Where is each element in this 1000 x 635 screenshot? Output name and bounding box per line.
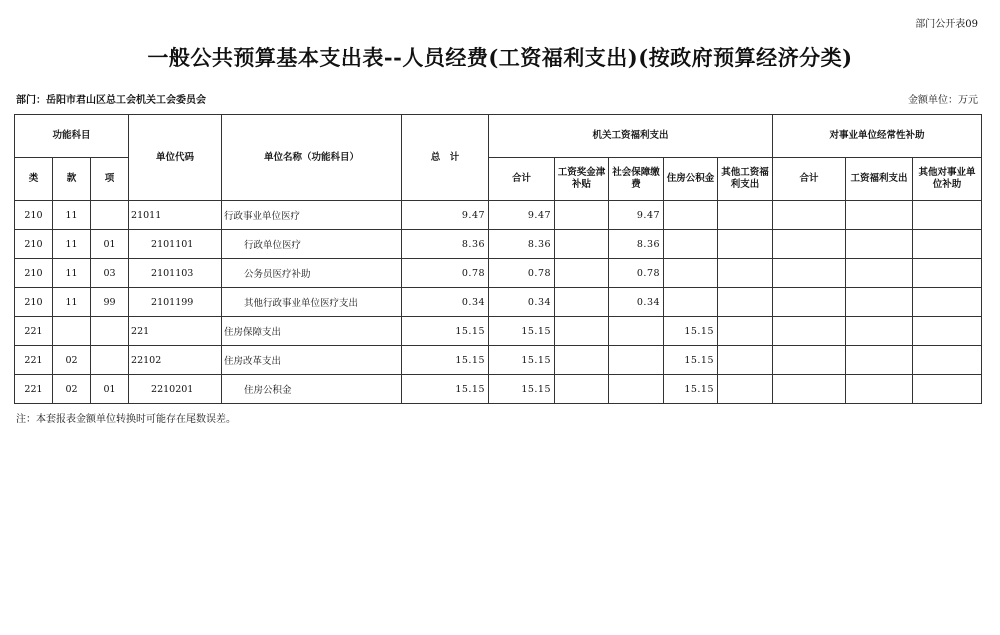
header-lei: 类 <box>15 158 53 201</box>
cell-name: 其他行政事业单位医疗支出 <box>222 288 402 317</box>
cell-lei: 221 <box>15 346 53 375</box>
cell-kuan <box>53 317 91 346</box>
cell-o-wage <box>555 346 609 375</box>
cell-o-housing: 15.15 <box>664 375 718 404</box>
amount-unit-label: 金额单位：万元 <box>908 95 978 106</box>
cell-o-social: 0.78 <box>609 259 664 288</box>
cell-o-total: 8.36 <box>489 230 555 259</box>
header-inst-wage: 工资福利支出 <box>846 158 913 201</box>
cell-i-wage <box>846 288 913 317</box>
cell-o-wage <box>555 230 609 259</box>
cell-kuan: 11 <box>53 230 91 259</box>
cell-i-other <box>913 259 982 288</box>
header-org-social: 社会保障缴费 <box>609 158 664 201</box>
cell-code: 2101101 <box>129 230 222 259</box>
cell-o-social <box>609 317 664 346</box>
header-unit-code: 单位代码 <box>129 115 222 201</box>
cell-o-other <box>718 375 773 404</box>
cell-name: 行政事业单位医疗 <box>222 201 402 230</box>
table-row <box>15 375 982 404</box>
cell-o-social: 9.47 <box>609 201 664 230</box>
header-inst-total: 合计 <box>773 158 846 201</box>
cell-o-wage <box>555 201 609 230</box>
cell-o-housing <box>664 259 718 288</box>
cell-o-housing <box>664 201 718 230</box>
header-org-total: 合计 <box>489 158 555 201</box>
cell-o-other <box>718 346 773 375</box>
cell-total: 15.15 <box>402 375 489 404</box>
header-unit-name: 单位名称（功能科目） <box>222 115 402 201</box>
cell-i-total <box>773 230 846 259</box>
cell-kuan: 11 <box>53 201 91 230</box>
table-row <box>15 346 982 375</box>
cell-name: 住房改革支出 <box>222 346 402 375</box>
cell-o-social: 0.34 <box>609 288 664 317</box>
cell-o-housing: 15.15 <box>664 317 718 346</box>
cell-i-other <box>913 288 982 317</box>
cell-o-housing <box>664 288 718 317</box>
cell-o-other <box>718 317 773 346</box>
cell-code: 22102 <box>129 346 222 375</box>
cell-i-total <box>773 259 846 288</box>
cell-i-wage <box>846 317 913 346</box>
cell-xiang <box>91 317 129 346</box>
cell-o-total: 0.78 <box>489 259 555 288</box>
table-row <box>15 317 982 346</box>
cell-i-total <box>773 375 846 404</box>
cell-i-total <box>773 201 846 230</box>
cell-name: 住房公积金 <box>222 375 402 404</box>
cell-total: 0.34 <box>402 288 489 317</box>
cell-name: 住房保障支出 <box>222 317 402 346</box>
cell-i-wage <box>846 259 913 288</box>
header-org-other: 其他工资福利支出 <box>718 158 773 201</box>
header-org-welfare: 机关工资福利支出 <box>489 115 773 158</box>
cell-i-total <box>773 346 846 375</box>
cell-o-wage <box>555 259 609 288</box>
table-row <box>15 259 982 288</box>
cell-o-total: 0.34 <box>489 288 555 317</box>
table-body <box>15 201 982 404</box>
cell-lei: 221 <box>15 317 53 346</box>
cell-name: 行政单位医疗 <box>222 230 402 259</box>
cell-xiang: 01 <box>91 375 129 404</box>
cell-code: 2101199 <box>129 288 222 317</box>
cell-i-wage <box>846 346 913 375</box>
cell-i-other <box>913 317 982 346</box>
header-func-subject: 功能科目 <box>15 115 129 158</box>
footnote: 注：本套报表金额单位转换时可能存在尾数误差。 <box>16 414 236 425</box>
header-total: 总 计 <box>402 115 489 201</box>
cell-i-total <box>773 317 846 346</box>
cell-kuan: 02 <box>53 346 91 375</box>
cell-i-wage <box>846 375 913 404</box>
cell-code: 2101103 <box>129 259 222 288</box>
cell-xiang <box>91 346 129 375</box>
cell-xiang: 03 <box>91 259 129 288</box>
cell-kuan: 11 <box>53 259 91 288</box>
cell-code: 21011 <box>129 201 222 230</box>
cell-code: 221 <box>129 317 222 346</box>
cell-name: 公务员医疗补助 <box>222 259 402 288</box>
cell-i-wage <box>846 201 913 230</box>
header-org-wage: 工资奖金津补贴 <box>555 158 609 201</box>
cell-o-wage <box>555 317 609 346</box>
cell-xiang: 01 <box>91 230 129 259</box>
table-row <box>15 288 982 317</box>
table-row <box>15 201 982 230</box>
cell-lei: 210 <box>15 230 53 259</box>
cell-o-total: 15.15 <box>489 317 555 346</box>
cell-o-housing <box>664 230 718 259</box>
cell-lei: 210 <box>15 259 53 288</box>
cell-total: 9.47 <box>402 201 489 230</box>
cell-o-other <box>718 230 773 259</box>
cell-xiang <box>91 201 129 230</box>
cell-lei: 221 <box>15 375 53 404</box>
budget-table <box>14 114 982 404</box>
cell-kuan: 02 <box>53 375 91 404</box>
cell-o-total: 15.15 <box>489 346 555 375</box>
cell-i-total <box>773 288 846 317</box>
cell-o-other <box>718 201 773 230</box>
cell-i-other <box>913 230 982 259</box>
cell-total: 15.15 <box>402 346 489 375</box>
cell-total: 0.78 <box>402 259 489 288</box>
cell-o-wage <box>555 375 609 404</box>
cell-o-total: 15.15 <box>489 375 555 404</box>
cell-kuan: 11 <box>53 288 91 317</box>
cell-code: 2210201 <box>129 375 222 404</box>
cell-o-other <box>718 259 773 288</box>
cell-o-social: 8.36 <box>609 230 664 259</box>
header-xiang: 项 <box>91 158 129 201</box>
header-inst-subsidy: 对事业单位经常性补助 <box>773 115 982 158</box>
cell-o-wage <box>555 288 609 317</box>
header-kuan: 款 <box>53 158 91 201</box>
cell-o-social <box>609 346 664 375</box>
cell-i-other <box>913 375 982 404</box>
cell-o-social <box>609 375 664 404</box>
cell-i-other <box>913 201 982 230</box>
cell-lei: 210 <box>15 288 53 317</box>
header-org-housing: 住房公积金 <box>664 158 718 201</box>
cell-total: 15.15 <box>402 317 489 346</box>
cell-o-other <box>718 288 773 317</box>
cell-total: 8.36 <box>402 230 489 259</box>
header-inst-other: 其他对事业单位补助 <box>913 158 982 201</box>
cell-o-total: 9.47 <box>489 201 555 230</box>
cell-xiang: 99 <box>91 288 129 317</box>
cell-lei: 210 <box>15 201 53 230</box>
form-code: 部门公开表09 <box>915 19 978 30</box>
table-row <box>15 230 982 259</box>
cell-i-wage <box>846 230 913 259</box>
cell-o-housing: 15.15 <box>664 346 718 375</box>
department-label: 部门：岳阳市君山区总工会机关工会委员会 <box>16 95 206 106</box>
cell-i-other <box>913 346 982 375</box>
page-title: 一般公共预算基本支出表--人员经费(工资福利支出)(按政府预算经济分类) <box>147 45 853 70</box>
